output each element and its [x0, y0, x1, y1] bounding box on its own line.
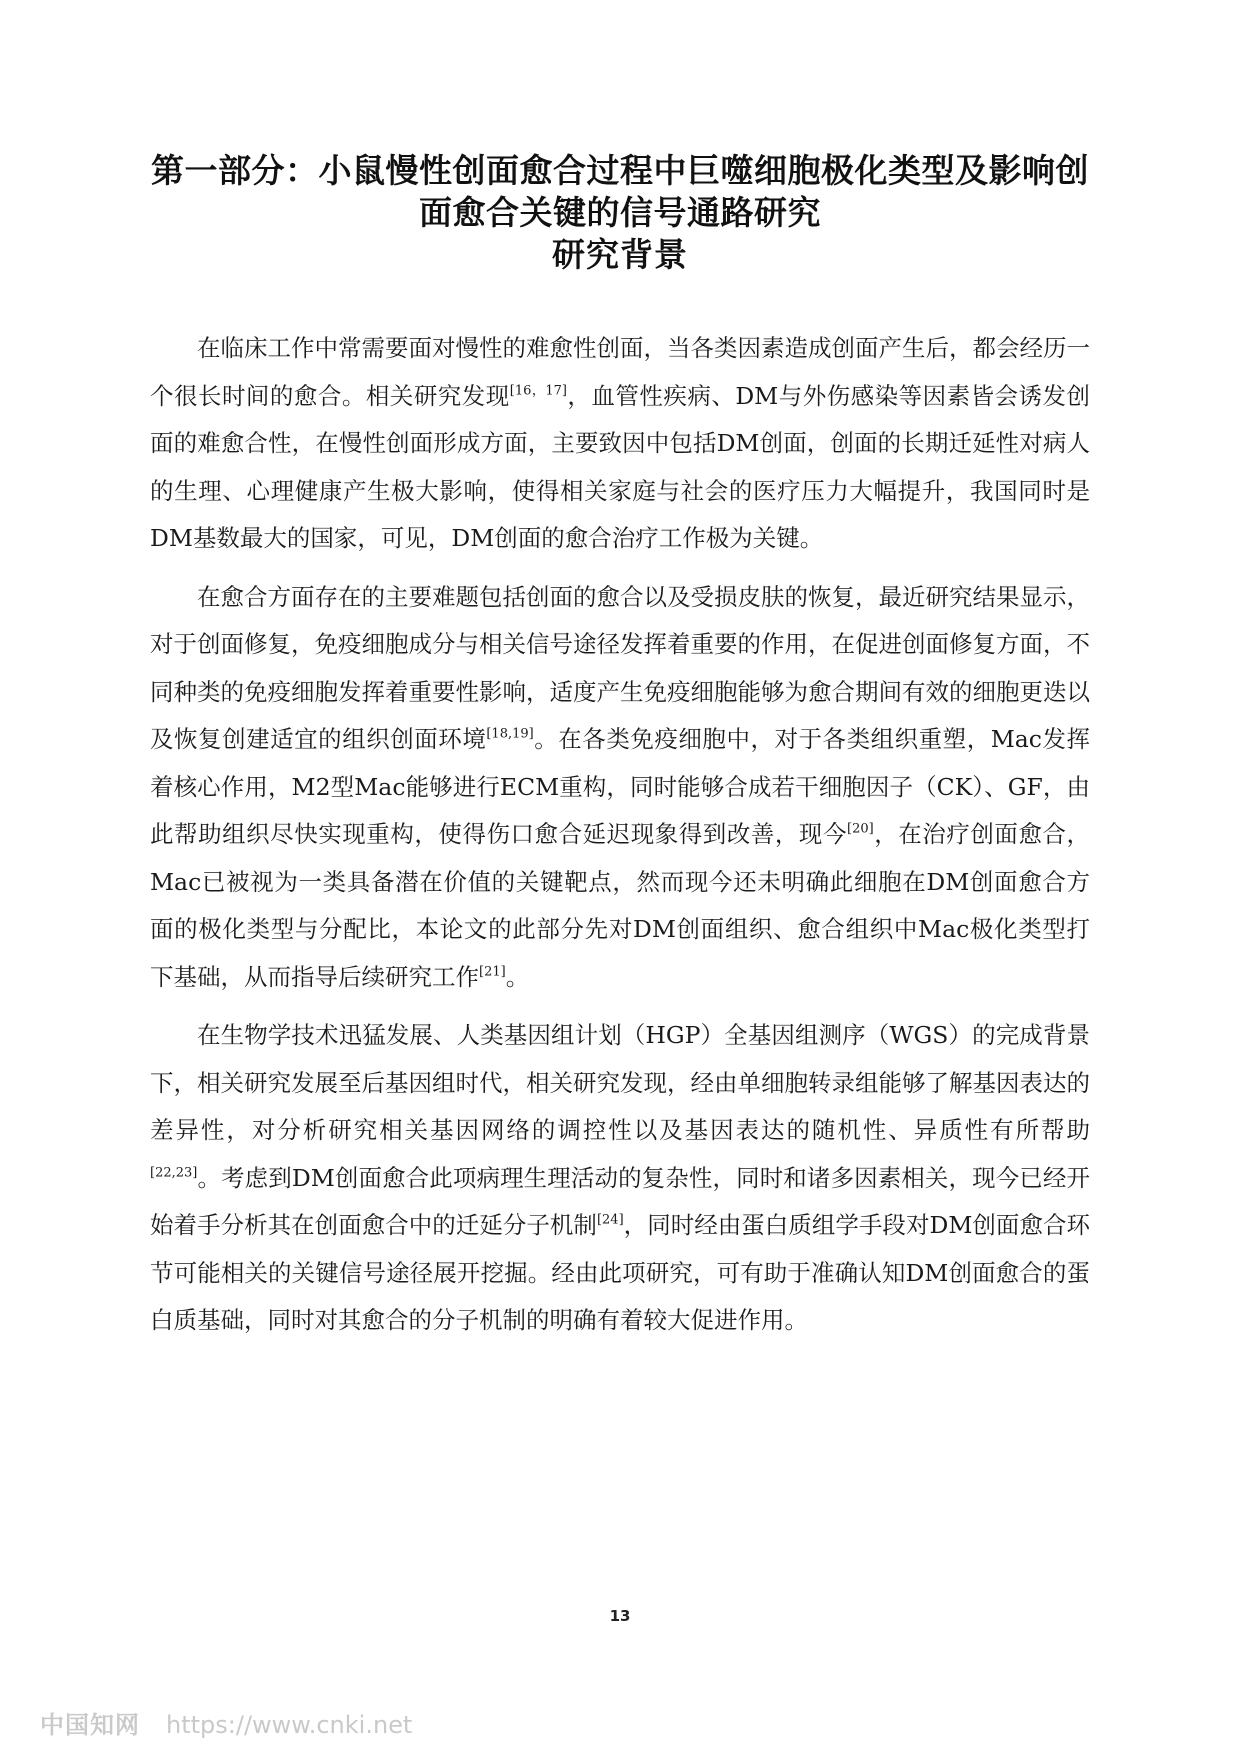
citation-16-17: [16，17]: [509, 382, 567, 398]
cnki-logo: 中国知网: [40, 1711, 140, 1739]
citation-24: [24]: [596, 1212, 624, 1228]
cnki-watermark: [40, 1705, 412, 1740]
paragraph-2-text-b: 。在各类免疫细胞中，对于各类组织重塑，Mac发挥着核心作用，M2型Mac能够进行ECM重构，同时能够合成若干细胞因子（CK）、GF，由此帮助组织尽快实现重构，使得伤口愈合延迟现象得到改善，现今: [150, 725, 1091, 848]
title-line-1: 第一部分：小鼠慢性创面愈合过程中巨噬细胞极化类型及影响创: [151, 151, 1089, 190]
citation-20: [20]: [847, 821, 874, 837]
body-text: [150, 325, 1090, 1356]
citation-18-19: [18,19]: [486, 726, 534, 742]
paragraph-2-text-d: 。: [505, 962, 530, 991]
title-line-2: 面愈合关键的信号通路研究: [419, 193, 821, 232]
paragraph-2-text-c: ，在治疗创面愈合，Mac已被视为一类具备潜在价值的关键靶点，然而现今还未明确此细胞在DM创面愈合方面的极化类型与分配比，本论文的此部分先对DM创面组织、愈合组织中Mac极化类型打下基础，从而指导后续研究工作: [150, 820, 1091, 991]
paragraph-3: [150, 1012, 1090, 1345]
page-number: 13: [609, 1607, 631, 1625]
citation-22-23: [22,23]: [150, 1164, 198, 1180]
section-heading: 研究背景: [552, 235, 688, 274]
citation-21: [21]: [479, 963, 506, 979]
paragraph-2: [150, 574, 1090, 1002]
paragraph-3-text-b: 。考虑到DM创面愈合此项病理生理活动的复杂性，同时和诸多因素相关，现今已经开始着手分析其在创面愈合中的迁延分子机制: [150, 1163, 1090, 1239]
paragraph-3-text-a: 在生物学技术迅猛发展、人类基因组计划（HGP）全基因组测序（WGS）的完成背景下，相关研究发展至后基因组时代，相关研究发现，经由单细胞转录组能够了解基因表达的差异性，对分析研究相关基因网络的调控性以及基因表达的随机性、异质性有所帮助: [150, 1021, 1090, 1144]
chapter-title: [120, 150, 1120, 276]
cnki-url: https://www.cnki.net: [166, 1711, 413, 1739]
paragraph-1: [150, 325, 1090, 563]
paragraph-1-text-a: 在临床工作中常需要面对慢性的难愈性创面，当各类因素造成创面产生后，都会经历一个很长时间的愈合。相关研究发现: [150, 334, 1090, 410]
paragraph-3-text-c: ，同时经由蛋白质组学手段对DM创面愈合环节可能相关的关键信号途径展开挖掘。经由此项研究，可有助于准确认知DM创面愈合的蛋白质基础，同时对其愈合的分子机制的明确有着较大促进作用。: [150, 1211, 1090, 1334]
paragraph-2-text-a: 在愈合方面存在的主要难题包括创面的愈合以及受损皮肤的恢复，最近研究结果显示，对于创面修复，免疫细胞成分与相关信号途径发挥着重要的作用，在促进创面修复方面，不同种类的免疫细胞发挥着重要性影响，适度产生免疫细胞能够为愈合期间有效的细胞更迭以及恢复创建适宜的组织创面环境: [150, 582, 1090, 753]
paragraph-1-text-b: ，血管性疾病、DM与外伤感染等因素皆会诱发创面的难愈合性，在慢性创面形成方面，主要致因中包括DM创面，创面的长期迁延性对病人的生理、心理健康产生极大影响，使得相关家庭与社会的医疗压力大幅提升，我国同时是DM基数最大的国家，可见，DM创面的愈合治疗工作极为关键。: [150, 381, 1091, 552]
